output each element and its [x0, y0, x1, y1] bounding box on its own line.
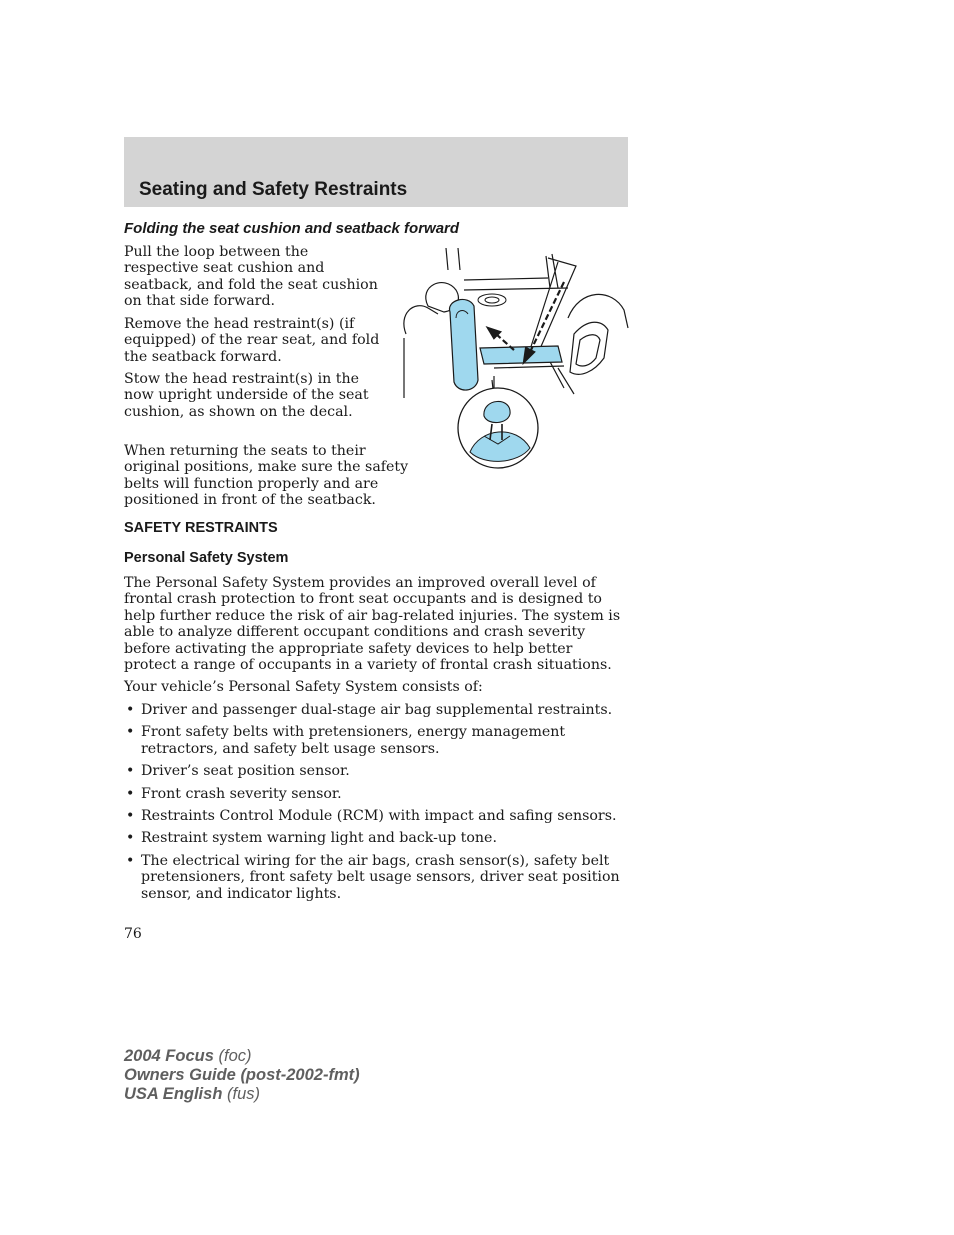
- list-item: • Front crash severity sensor.: [126, 785, 342, 802]
- bullet-glyph: •: [126, 724, 135, 741]
- folding-paragraph-2: Remove the head restraint(s) (if equipped) of the rear seat, and fold the seatback forward.: [124, 316, 380, 365]
- list-item: • The electrical wiring for the air bags, crash sensor(s), safety belt pretensioners, front safety belt usage sensors, driver seat position sensor, and indicator lights.: [126, 852, 620, 902]
- personal-safety-system-heading: Personal Safety System: [124, 550, 289, 566]
- footer-line-3: USA English (fus): [124, 1085, 260, 1103]
- pss-intro-paragraph: The Personal Safety System provides an improved overall level of frontal crash protection to front seat occupants and is designed to help further reduce the risk of air bag-related injuries. The system is able to analyze different occupant conditions and crash severity before activating the appropriate safety devices to help better protect a range of occupants in a variety of frontal crash situations.: [124, 575, 621, 674]
- list-item: • Driver’s seat position sensor.: [126, 763, 350, 780]
- bullet-glyph: •: [126, 763, 135, 780]
- folding-paragraph-1: Pull the loop between the respective seat cushion and seatback, and fold the seat cushion on that side forward.: [124, 244, 378, 310]
- bullet-glyph: •: [126, 852, 135, 869]
- page-number: 76: [124, 926, 142, 942]
- list-item: • Driver and passenger dual-stage air bag supplemental restraints.: [126, 702, 613, 718]
- list-item: • Front safety belts with pretensioners, energy management retractors, and safety belt usage sensors.: [126, 724, 566, 757]
- section-title: Seating and Safety Restraints: [139, 179, 408, 200]
- bullet-glyph: •: [126, 830, 135, 847]
- bullet-glyph: •: [126, 702, 135, 718]
- pss-consists-paragraph: Your vehicle’s Personal Safety System consists of:: [124, 679, 483, 695]
- bullet-glyph: •: [126, 785, 135, 802]
- footer-line-1: 2004 Focus (foc): [124, 1047, 252, 1065]
- list-item: • Restraint system warning light and back-up tone.: [126, 830, 497, 847]
- list-item: • Restraints Control Module (RCM) with impact and safing sensors.: [126, 808, 617, 825]
- footer-line-2: Owners Guide (post-2002-fmt): [124, 1066, 360, 1084]
- document-footer: [124, 1047, 360, 1104]
- bullet-glyph: •: [126, 808, 135, 825]
- folding-subtitle: Folding the seat cushion and seatback forward: [124, 220, 460, 237]
- folding-paragraph-4: When returning the seats to their original positions, make sure the safety belts will function properly and are positioned in front of the seatback.: [124, 443, 409, 509]
- seat-folding-illustration: [398, 248, 630, 472]
- section-header-band: [124, 137, 628, 207]
- safety-restraints-heading: SAFETY RESTRAINTS: [124, 520, 278, 536]
- folding-paragraph-3: Stow the head restraint(s) in the now upright underside of the seat cushion, as shown on the decal.: [124, 371, 369, 420]
- pss-components-list: [124, 702, 628, 908]
